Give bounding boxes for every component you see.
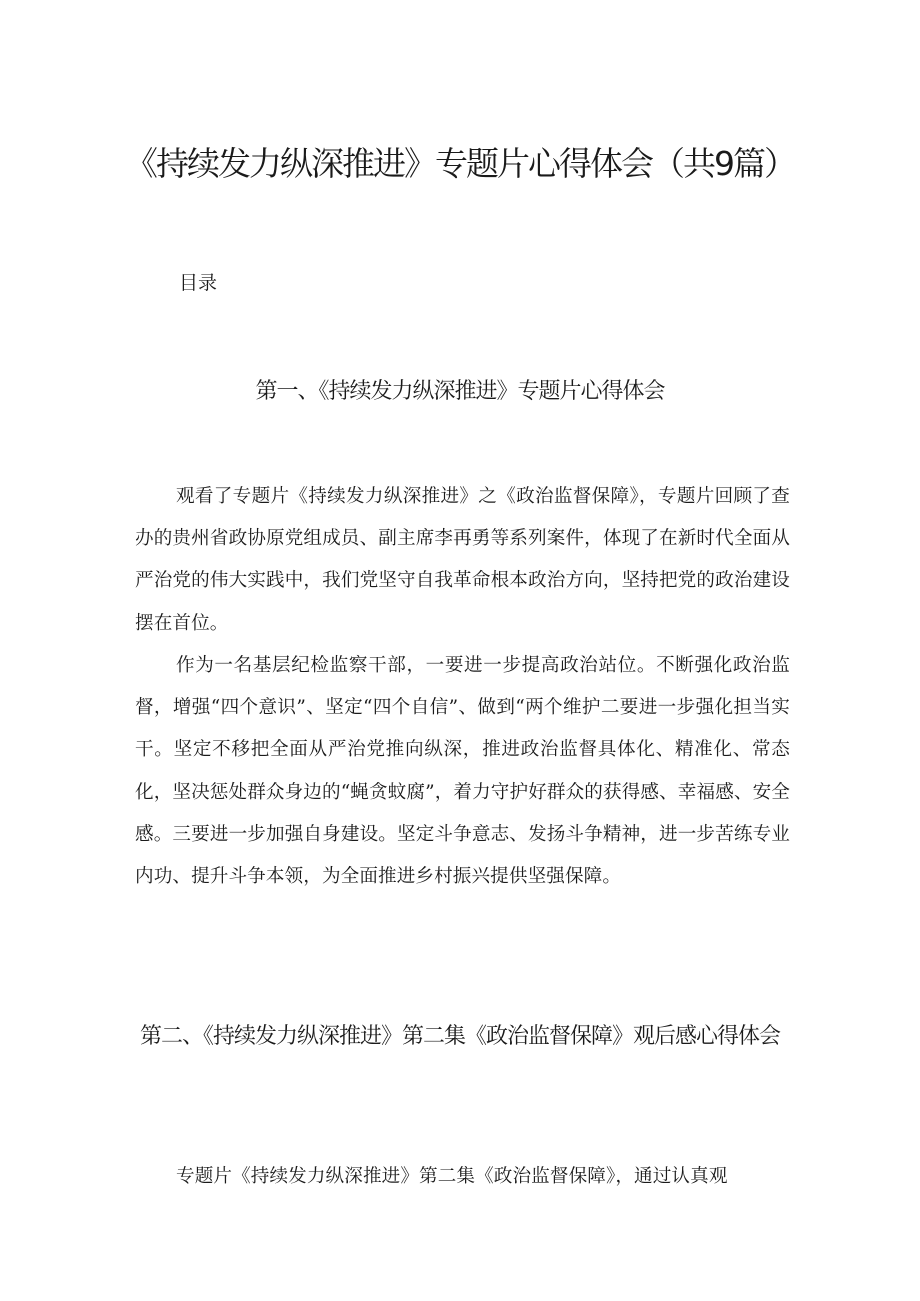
toc-label: 目录 (179, 272, 218, 294)
section-1-paragraph-1: 观看了专题片《持续发力纵深推进》之《政治监督保障》，专题片回顾了查办的贵州省政协原党组成员、副主席李再勇等系列案件，体现了在新时代全面从严治党的伟大实践中，我们党坚守自我革命根本政治方向，坚持把党的政治建设摆在首位。 (135, 486, 790, 634)
section-2-paragraph-1: 专题片《持续发力纵深推进》第二集《政治监督保障》，通过认真观 (176, 1166, 728, 1187)
section-1-paragraph-2: 作为一名基层纪检监察干部，一要进一步提高政治站位。不断强化政治监督，增强“四个意识”、坚定“四个自信”、做到“两个维护二要进一步强化担当实干。坚定不移把全面从严治党推向纵深，推进政治监督具体化、精准化、常态化，坚决惩处群众身边的“蝇贪蚊腐”，着力守护好群众的获得感、幸福感、安全感。三要进一步加强自身建设。坚定斗争意志、发扬斗争精神，进一步苦练专业内功、提升斗争本领，为全面推进乡村振兴提供坚强保障。 (135, 655, 790, 888)
document-title: 《持续发力纵深推进》专题片心得体会（共9篇） (125, 144, 795, 183)
section-heading-2: 第二、《持续发力纵深推进》第二集《政治监督保障》观后感心得体会 (139, 1024, 780, 1049)
section-heading-1: 第一、《持续发力纵深推进》专题片心得体会 (255, 379, 665, 404)
